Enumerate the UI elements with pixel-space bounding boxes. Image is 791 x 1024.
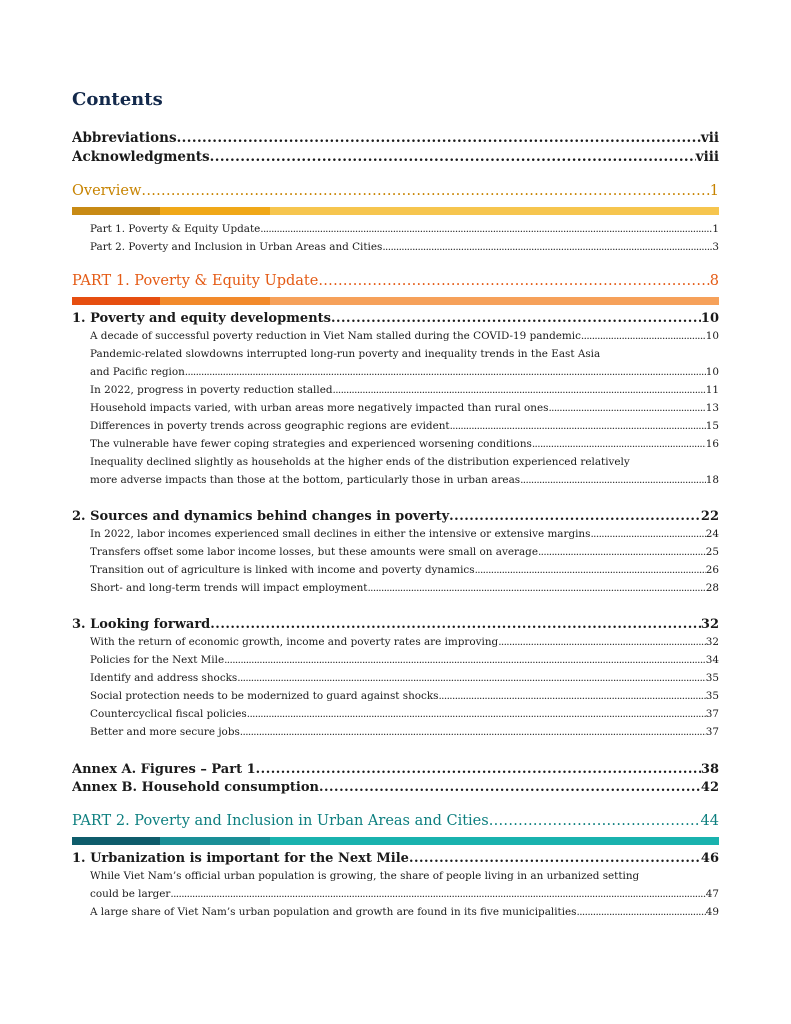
dot-leader (240, 726, 706, 738)
toc-entry-abbreviations[interactable] (72, 130, 719, 146)
toc-entry-label: Part 1. Poverty & Equity Update (90, 223, 261, 235)
toc-entry-page: 22 (700, 509, 719, 524)
dot-leader (237, 672, 706, 684)
toc-entry-page: 25 (705, 546, 719, 558)
toc-entry-line1[interactable]: While Viet Nam’s official urban population is growing, the share of people living in an urbanized setting (90, 870, 640, 882)
toc-entry[interactable] (90, 654, 719, 666)
toc-entry-label: A decade of successful poverty reduction in Viet Nam stalled during the COVID-19 pandemic (90, 330, 581, 342)
dot-leader (449, 509, 701, 524)
toc-entry[interactable] (90, 672, 719, 684)
toc-entry[interactable] (90, 223, 719, 235)
toc-entry[interactable] (90, 726, 719, 738)
dot-leader (382, 241, 712, 253)
toc-entry[interactable] (90, 564, 719, 576)
dot-leader (577, 906, 706, 918)
toc-entry-page: 3 (712, 241, 719, 253)
page-title: Contents (72, 89, 163, 110)
toc-entry-page: 35 (705, 672, 719, 684)
toc-entry-label: 3. Looking forward (72, 617, 211, 632)
toc-entry-page: 37 (705, 708, 719, 720)
part1-color-bar (72, 297, 719, 305)
toc-entry-page: 35 (705, 690, 719, 702)
toc-entry[interactable] (90, 690, 719, 702)
toc-chapter[interactable] (72, 311, 719, 326)
toc-entry-label: 1. Urbanization is important for the Next Mile (72, 851, 409, 866)
dot-leader (224, 654, 706, 666)
toc-entry[interactable] (90, 366, 719, 378)
toc-entry-label: In 2022, progress in poverty reduction stalled (90, 384, 333, 396)
toc-entry[interactable] (90, 241, 719, 253)
toc-entry-label: PART 1. Poverty & Equity Update (72, 273, 319, 289)
dot-leader (367, 582, 705, 594)
toc-entry-page: 10 (705, 330, 719, 342)
toc-entry-label: PART 2. Poverty and Inclusion in Urban Areas and Cities (72, 813, 489, 829)
toc-entry-label: and Pacific region (90, 366, 185, 378)
dot-leader (260, 223, 712, 235)
toc-entry-page: 37 (705, 726, 719, 738)
toc-entry-page: 42 (700, 780, 719, 795)
toc-entry-page: 13 (705, 402, 719, 414)
toc-entry-label: Annex A. Figures – Part 1 (72, 762, 256, 777)
dot-leader (532, 438, 706, 450)
toc-section-part1[interactable] (72, 273, 719, 289)
toc-entry-label: Abbreviations (72, 130, 177, 146)
toc-entry-page: 18 (705, 474, 719, 486)
toc-entry-page: 46 (700, 851, 719, 866)
toc-entry-label: Household impacts varied, with urban areas more negatively impacted than rural ones (90, 402, 549, 414)
toc-chapter[interactable] (72, 617, 719, 632)
toc-entry-page: 47 (705, 888, 719, 900)
dot-leader (319, 780, 701, 795)
toc-entry-page: 26 (705, 564, 719, 576)
toc-entry-label: Acknowledgments (72, 149, 210, 165)
toc-entry[interactable] (90, 420, 719, 432)
toc-entry-label: Part 2. Poverty and Inclusion in Urban Areas and Cities (90, 241, 383, 253)
toc-entry-label: A large share of Viet Nam’s urban population and growth are found in its five municipalities (90, 906, 577, 918)
toc-entry-acknowledgments[interactable] (72, 149, 719, 165)
toc-entry-page: 38 (700, 762, 719, 777)
dot-leader (141, 183, 709, 199)
toc-entry-line1[interactable]: Pandemic-related slowdowns interrupted long-run poverty and inequality trends in the East Asia (90, 348, 601, 360)
toc-entry[interactable] (90, 636, 719, 648)
toc-entry-label: The vulnerable have fewer coping strategies and experienced worsening conditions (90, 438, 532, 450)
toc-section-part2[interactable] (72, 813, 719, 829)
toc-entry[interactable] (90, 582, 719, 594)
toc-entry[interactable] (90, 474, 719, 486)
toc-entry-page: 32 (705, 636, 719, 648)
toc-entry-page: 15 (705, 420, 719, 432)
toc-entry-page: 32 (700, 617, 719, 632)
toc-entry-label: more adverse impacts than those at the bottom, particularly those in urban areas (90, 474, 521, 486)
toc-entry[interactable] (90, 402, 719, 414)
toc-entry-page: 1 (712, 223, 719, 235)
overview-color-bar (72, 207, 719, 215)
toc-entry[interactable] (90, 708, 719, 720)
dot-leader (590, 528, 705, 540)
toc-entry-label: Transition out of agriculture is linked with income and poverty dynamics (90, 564, 475, 576)
toc-section-overview[interactable] (72, 183, 719, 199)
toc-entry-label: Countercyclical fiscal policies (90, 708, 247, 720)
dot-leader (489, 813, 701, 829)
toc-entry-page: 11 (705, 384, 719, 396)
dot-leader (210, 617, 701, 632)
toc-entry-line1[interactable]: Inequality declined slightly as households at the higher ends of the distribution experienced relatively (90, 456, 630, 468)
toc-entry-page: vii (700, 130, 719, 146)
toc-entry-page: 16 (705, 438, 719, 450)
dot-leader (520, 474, 706, 486)
toc-entry[interactable] (90, 546, 719, 558)
dot-leader (438, 690, 705, 702)
toc-entry-label: Overview (72, 183, 142, 199)
dot-leader (177, 130, 701, 146)
dot-leader (538, 546, 706, 558)
dot-leader (409, 851, 701, 866)
toc-entry-label: Policies for the Next Mile (90, 654, 225, 666)
dot-leader (331, 311, 701, 326)
toc-entry-label: In 2022, labor incomes experienced small declines in either the intensive or extensive margins (90, 528, 591, 540)
dot-leader (548, 402, 705, 414)
toc-entry-page: 24 (705, 528, 719, 540)
toc-annex-a[interactable] (72, 762, 719, 777)
toc-entry[interactable] (90, 888, 719, 900)
dot-leader (318, 273, 709, 289)
toc-entry-label: Short- and long-term trends will impact employment (90, 582, 368, 594)
dot-leader (256, 762, 701, 777)
toc-entry-page: viii (695, 149, 719, 165)
toc-entry-label: Identify and address shocks (90, 672, 238, 684)
toc-entry-label: Transfers offset some labor income losses, but these amounts were small on average (90, 546, 538, 558)
toc-entry-page: 34 (705, 654, 719, 666)
dot-leader (450, 420, 706, 432)
toc-entry-label: could be larger (90, 888, 171, 900)
toc-entry[interactable] (90, 906, 719, 918)
toc-entry-label: 2. Sources and dynamics behind changes in poverty (72, 509, 450, 524)
dot-leader (475, 564, 706, 576)
dot-leader (170, 888, 705, 900)
toc-entry-page: 28 (705, 582, 719, 594)
dot-leader (498, 636, 706, 648)
toc-entry-label: 1. Poverty and equity developments (72, 311, 331, 326)
toc-entry-page: 49 (705, 906, 719, 918)
dot-leader (185, 366, 706, 378)
dot-leader (247, 708, 706, 720)
toc-annex-b[interactable] (72, 780, 719, 795)
toc-entry-label: Annex B. Household consumption (72, 780, 319, 795)
toc-entry-label: Differences in poverty trends across geographic regions are evident (90, 420, 450, 432)
dot-leader (581, 330, 706, 342)
toc-entry-page: 1 (709, 183, 719, 199)
toc-entry[interactable] (90, 438, 719, 450)
toc-entry-page: 10 (700, 311, 719, 326)
toc-entry-page: 44 (700, 813, 719, 829)
toc-entry[interactable] (90, 384, 719, 396)
dot-leader (210, 149, 696, 165)
toc-chapter[interactable] (72, 509, 719, 524)
toc-entry[interactable] (90, 330, 719, 342)
toc-entry[interactable] (90, 528, 719, 540)
dot-leader (333, 384, 706, 396)
toc-entry-label: With the return of economic growth, income and poverty rates are improving (90, 636, 499, 648)
toc-entry-page: 10 (705, 366, 719, 378)
toc-chapter[interactable] (72, 851, 719, 866)
toc-entry-page: 8 (709, 273, 719, 289)
toc-entry-label: Social protection needs to be modernized to guard against shocks (90, 690, 439, 702)
part2-color-bar (72, 837, 719, 845)
toc-entry-label: Better and more secure jobs (90, 726, 240, 738)
